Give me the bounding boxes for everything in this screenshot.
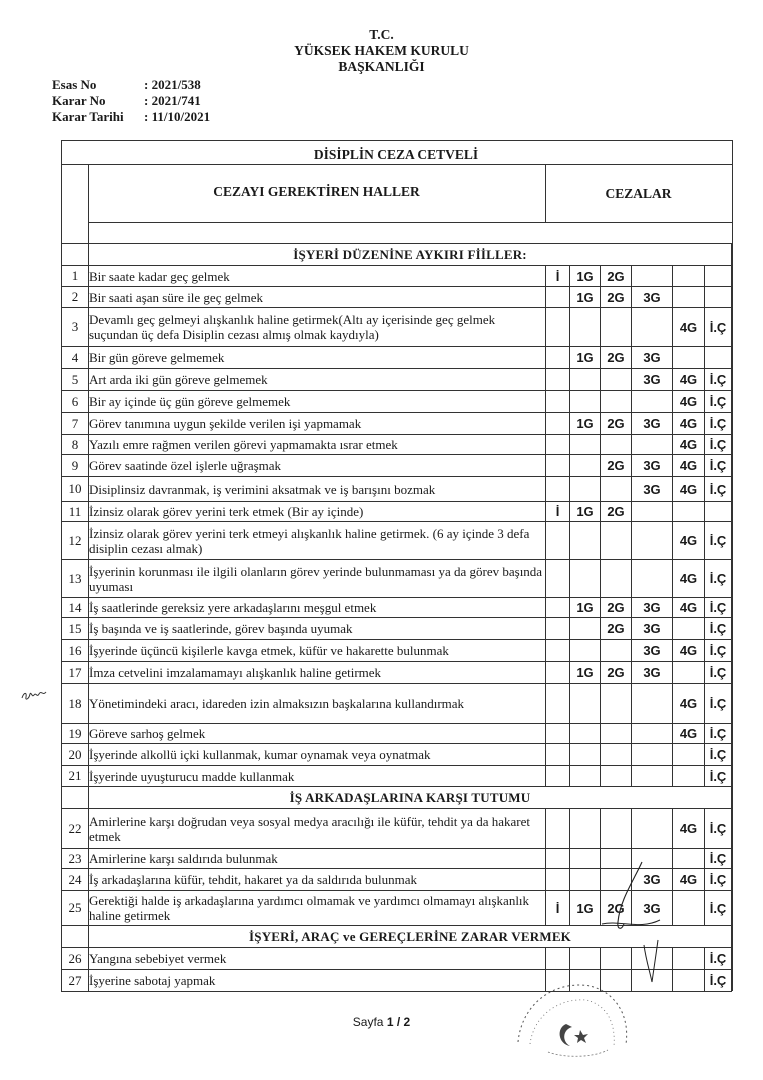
penalty-cell	[705, 287, 732, 308]
penalty-cell	[570, 684, 601, 724]
penalty-cell	[546, 849, 570, 869]
penalty-cell: 4G	[673, 684, 705, 724]
penalty-cell: İ.Ç	[705, 640, 732, 662]
penalty-cell	[546, 435, 570, 455]
penalty-cell: 3G	[632, 477, 673, 502]
penalty-cell: 1G	[570, 502, 601, 522]
table-title: DİSİPLİN CEZA CETVELİ	[313, 147, 479, 162]
penalty-cell	[570, 560, 601, 598]
penalty-cell	[601, 684, 632, 724]
penalty-cell	[570, 477, 601, 502]
penalty-cell	[601, 308, 632, 347]
table-row	[62, 502, 732, 522]
penalty-cell	[632, 809, 673, 849]
penalty-cell: 4G	[673, 598, 705, 618]
violation-text: İzinsiz olarak görev yerini terk etmeyi alışkanlık haline getirmek. (6 ay içinde 3 defa disiplin cezası almak)	[89, 522, 546, 560]
penalty-cell	[546, 662, 570, 684]
penalty-cell	[546, 391, 570, 413]
page-label: Sayfa	[352, 1015, 384, 1029]
penalty-cell: İ.Ç	[705, 369, 732, 391]
table-row	[62, 391, 732, 413]
penalty-cell	[632, 266, 673, 287]
violation-text: Bir saate kadar geç gelmek	[89, 266, 546, 287]
violation-text: Devamlı geç gelmeyi alışkanlık haline getirmek(Altı ay içerisinde geç gelmek suçundan üç defa Disiplin cezası almış olmak kaydıyla)	[89, 308, 546, 347]
penalty-cell: İ.Ç	[705, 662, 732, 684]
penalty-cell: 4G	[673, 477, 705, 502]
penalty-cell: 3G	[632, 369, 673, 391]
penalty-cell: 1G	[570, 287, 601, 308]
violation-text: Bir saati aşan süre ile geç gelmek	[89, 287, 546, 308]
row-number: 8	[62, 435, 89, 455]
penalty-cell	[570, 435, 601, 455]
penalty-cell	[673, 766, 705, 787]
row-number: 22	[62, 809, 89, 849]
section-number-cell	[62, 244, 89, 266]
penalty-cell: 2G	[601, 455, 632, 477]
esas-no-value: : 2021/538	[144, 77, 201, 92]
penalty-cell	[570, 455, 601, 477]
penalty-cell	[570, 391, 601, 413]
header-institution: YÜKSEK HAKEM KURULU	[294, 43, 469, 58]
section-title: İŞYERİ DÜZENİNE AYKIRI FİİLLER:	[89, 244, 732, 266]
penalty-cell	[546, 369, 570, 391]
penalty-cell	[570, 308, 601, 347]
row-number: 6	[62, 391, 89, 413]
violation-text: İşyerinde alkollü içki kullanmak, kumar oynamak veya oynatmak	[89, 744, 546, 766]
penalty-cell	[705, 347, 732, 369]
row-number: 24	[62, 869, 89, 891]
violation-text: Görev saatinde özel işlerle uğraşmak	[89, 455, 546, 477]
row-number: 5	[62, 369, 89, 391]
table-row	[62, 662, 732, 684]
penalty-cell	[601, 809, 632, 849]
penalty-cell: İ.Ç	[705, 391, 732, 413]
penalty-cell: 4G	[673, 869, 705, 891]
penalty-cell	[705, 266, 732, 287]
violation-text: İmza cetvelini imzalamamayı alışkanlık haline getirmek	[89, 662, 546, 684]
page-footer	[0, 1015, 763, 1029]
header-divider	[88, 222, 732, 223]
penalty-cell	[546, 455, 570, 477]
penalty-cell	[673, 266, 705, 287]
row-number: 14	[62, 598, 89, 618]
penalty-cell: İ.Ç	[705, 477, 732, 502]
penalty-cell	[673, 744, 705, 766]
row-number: 10	[62, 477, 89, 502]
penalty-cell	[546, 413, 570, 435]
table-row	[62, 766, 732, 787]
penalty-cell: İ.Ç	[705, 891, 732, 926]
penalty-cell: İ.Ç	[705, 413, 732, 435]
penalty-cell	[601, 744, 632, 766]
section-title: İŞYERİ, ARAÇ ve GEREÇLERİNE ZARAR VERMEK	[89, 926, 732, 948]
penalty-cell: 3G	[632, 598, 673, 618]
penalty-cell: 3G	[632, 869, 673, 891]
penalty-cell: 3G	[632, 640, 673, 662]
penalty-cell: 3G	[632, 347, 673, 369]
penalty-cell: 4G	[673, 522, 705, 560]
penalty-cell: 4G	[673, 724, 705, 744]
section-number-cell	[62, 787, 89, 809]
penalty-cell	[546, 948, 570, 970]
row-number: 26	[62, 948, 89, 970]
karar-tarihi-label: Karar Tarihi	[52, 109, 124, 124]
penalty-cell	[632, 435, 673, 455]
row-number: 12	[62, 522, 89, 560]
table-row	[62, 618, 732, 640]
penalty-cell	[546, 766, 570, 787]
violation-text: Bir gün göreve gelmemek	[89, 347, 546, 369]
penalty-cell: İ	[546, 266, 570, 287]
penalty-cell	[601, 766, 632, 787]
karar-no-label: Karar No	[52, 93, 106, 108]
penalty-cell	[570, 369, 601, 391]
table-row	[62, 809, 732, 849]
penalty-cell: 3G	[632, 413, 673, 435]
penalty-cell	[601, 522, 632, 560]
violation-text: Disiplinsiz davranmak, iş verimini aksatmak ve iş barışını bozmak	[89, 477, 546, 502]
table-row	[62, 435, 732, 455]
penalty-cell: 2G	[601, 662, 632, 684]
penalty-cell	[570, 809, 601, 849]
karar-tarihi-value: : 11/10/2021	[144, 109, 211, 124]
table-row	[62, 266, 732, 287]
penalty-cell: 4G	[673, 640, 705, 662]
penalty-cell: İ.Ç	[705, 618, 732, 640]
penalty-cell	[705, 502, 732, 522]
violation-text: İş saatlerinde gereksiz yere arkadaşlarını meşgul etmek	[89, 598, 546, 618]
penalty-cell	[673, 347, 705, 369]
penalty-cell	[601, 724, 632, 744]
column-header-haller: CEZAYI GEREKTİREN HALLER	[213, 184, 420, 199]
table-row	[62, 744, 732, 766]
penalty-cell: 2G	[601, 598, 632, 618]
penalty-cell: İ.Ç	[705, 809, 732, 849]
row-number: 20	[62, 744, 89, 766]
table-row	[62, 308, 732, 347]
margin-initials	[20, 686, 48, 704]
penalty-cell	[601, 560, 632, 598]
penalty-cell: 1G	[570, 413, 601, 435]
penalty-cell: İ.Ç	[705, 560, 732, 598]
penalty-cell: 2G	[601, 266, 632, 287]
penalty-cell	[632, 560, 673, 598]
violation-text: Göreve sarhoş gelmek	[89, 724, 546, 744]
row-number: 18	[62, 684, 89, 724]
row-number: 17	[62, 662, 89, 684]
penalty-cell: 1G	[570, 347, 601, 369]
penalty-cell	[570, 766, 601, 787]
penalty-cell	[546, 477, 570, 502]
column-header-cezalar: CEZALAR	[605, 186, 672, 201]
penalty-cell	[632, 744, 673, 766]
penalty-cell: 1G	[570, 266, 601, 287]
header-tc: T.C.	[369, 27, 394, 42]
penalty-cell	[546, 618, 570, 640]
penalty-cell: İ	[546, 502, 570, 522]
penalty-cell	[632, 308, 673, 347]
header-presidency: BAŞKANLIĞI	[338, 59, 425, 74]
table-row	[62, 640, 732, 662]
table-row	[62, 522, 732, 560]
penalty-cell: 4G	[673, 369, 705, 391]
penalty-cell	[570, 618, 601, 640]
penalty-cell	[546, 684, 570, 724]
violation-text: Bir ay içinde üç gün göreve gelmemek	[89, 391, 546, 413]
penalty-cell: İ.Ç	[705, 849, 732, 869]
table-row	[62, 455, 732, 477]
karar-no-value: : 2021/741	[144, 93, 201, 108]
karar-tarihi-line	[52, 109, 210, 125]
pen-signature-marks	[590, 860, 680, 985]
penalty-cell: İ.Ç	[705, 766, 732, 787]
table-row	[62, 684, 732, 724]
row-number: 15	[62, 618, 89, 640]
penalty-cell: 2G	[601, 891, 632, 926]
penalty-cell: 2G	[601, 287, 632, 308]
penalty-cell: 3G	[632, 618, 673, 640]
section-header-row	[62, 787, 732, 809]
penalty-cell	[546, 308, 570, 347]
penalty-cell	[546, 560, 570, 598]
penalty-cell	[601, 477, 632, 502]
penalty-cell: 4G	[673, 435, 705, 455]
penalty-cell: 2G	[601, 618, 632, 640]
penalty-cell: 3G	[632, 891, 673, 926]
penalty-cell: 4G	[673, 809, 705, 849]
row-number: 2	[62, 287, 89, 308]
table-row	[62, 413, 732, 435]
penalty-cell: İ.Ç	[705, 869, 732, 891]
penalty-cell	[632, 724, 673, 744]
row-number: 16	[62, 640, 89, 662]
violation-text: İş arkadaşlarına küfür, tehdit, hakaret ya da saldırıda bulunmak	[89, 869, 546, 891]
violation-text: İşyerinde uyuşturucu madde kullanmak	[89, 766, 546, 787]
row-number: 19	[62, 724, 89, 744]
title-divider	[61, 164, 732, 165]
penalty-cell: 1G	[570, 598, 601, 618]
violation-text: İşyerinin korunması ile ilgili olanların görev yerinde bulunmaması ya da görev başında uyuması	[89, 560, 546, 598]
section-header-row	[62, 244, 732, 266]
penalty-cell: 4G	[673, 560, 705, 598]
penalty-cell: İ.Ç	[705, 598, 732, 618]
penalty-cell	[546, 522, 570, 560]
penalty-cell	[632, 684, 673, 724]
table-row	[62, 347, 732, 369]
esas-no-line	[52, 77, 201, 93]
violation-text: Amirlerine karşı doğrudan veya sosyal medya aracılığı ile küfür, tehdit ya da hakaret etmek	[89, 809, 546, 849]
violation-text: İzinsiz olarak görev yerini terk etmek (Bir ay içinde)	[89, 502, 546, 522]
row-number: 23	[62, 849, 89, 869]
row-number: 21	[62, 766, 89, 787]
penalty-cell: İ.Ç	[705, 308, 732, 347]
row-number: 25	[62, 891, 89, 926]
penalty-cell	[673, 287, 705, 308]
penalty-cell: İ.Ç	[705, 684, 732, 724]
table-row	[62, 560, 732, 598]
penalty-cell	[546, 287, 570, 308]
table-row	[62, 598, 732, 618]
violation-text: Görev tanımına uygun şekilde verilen işi yapmamak	[89, 413, 546, 435]
penalty-cell	[546, 744, 570, 766]
penalty-cell	[632, 766, 673, 787]
violation-text: İş başında ve iş saatlerinde, görev başında uyumak	[89, 618, 546, 640]
violation-text: Art arda iki gün göreve gelmemek	[89, 369, 546, 391]
penalty-cell	[632, 522, 673, 560]
penalty-cell	[546, 640, 570, 662]
section-title: İŞ ARKADAŞLARINA KARŞI TUTUMU	[89, 787, 732, 809]
violation-text: Yangına sebebiyet vermek	[89, 948, 546, 970]
row-number: 13	[62, 560, 89, 598]
penalty-cell	[546, 809, 570, 849]
penalty-cell: İ.Ç	[705, 744, 732, 766]
row-number: 3	[62, 308, 89, 347]
row-number: 7	[62, 413, 89, 435]
violation-text: İşyerine sabotaj yapmak	[89, 970, 546, 992]
penalty-cell	[546, 869, 570, 891]
table-row	[62, 287, 732, 308]
row-number: 1	[62, 266, 89, 287]
penalty-cell: İ.Ç	[705, 455, 732, 477]
table-row	[62, 477, 732, 502]
esas-no-label: Esas No	[52, 77, 97, 92]
page-number: 1 / 2	[386, 1015, 411, 1029]
karar-no-line	[52, 93, 201, 109]
penalty-cell	[570, 640, 601, 662]
number-column-header	[61, 164, 89, 244]
violation-text: İşyerinde üçüncü kişilerle kavga etmek, küfür ve hakarette bulunmak	[89, 640, 546, 662]
row-number: 9	[62, 455, 89, 477]
penalty-cell	[570, 744, 601, 766]
penalty-cell	[673, 662, 705, 684]
section-number-cell	[62, 926, 89, 948]
penalty-cell	[546, 347, 570, 369]
violation-text: Gerektiği halde iş arkadaşlarına yardımcı olmamak ve yardımcı olmamayı alışkanlık haline getirmek	[89, 891, 546, 926]
penalty-cell	[570, 724, 601, 744]
penalty-cell	[601, 391, 632, 413]
penalty-cell: 3G	[632, 662, 673, 684]
penalty-cell: 1G	[570, 662, 601, 684]
penalty-cell: İ.Ç	[705, 522, 732, 560]
penalty-cell: 3G	[632, 455, 673, 477]
violation-text: Amirlerine karşı saldırıda bulunmak	[89, 849, 546, 869]
penalty-cell: İ.Ç	[705, 435, 732, 455]
table-row	[62, 369, 732, 391]
penalty-cell	[632, 502, 673, 522]
penalty-cell	[570, 522, 601, 560]
row-number: 4	[62, 347, 89, 369]
penalty-cell	[673, 502, 705, 522]
penalty-cell: 4G	[673, 413, 705, 435]
penalty-cell: İ.Ç	[705, 948, 732, 970]
penalty-cell	[601, 435, 632, 455]
penalty-cell	[601, 640, 632, 662]
table-row	[62, 724, 732, 744]
penalty-cell: İ.Ç	[705, 970, 732, 992]
penalty-cell: 2G	[601, 347, 632, 369]
violation-text: Yönetimindeki aracı, idareden izin almaksızın başkalarına kullandırmak	[89, 684, 546, 724]
penalty-cell	[673, 618, 705, 640]
penalty-cell: 1G	[570, 891, 601, 926]
penalty-cell: İ	[546, 891, 570, 926]
penalty-cell: 4G	[673, 308, 705, 347]
row-number: 11	[62, 502, 89, 522]
penalty-cell: 4G	[673, 391, 705, 413]
penalty-cell: 2G	[601, 502, 632, 522]
penalty-cell: 3G	[632, 287, 673, 308]
penalty-cell	[632, 391, 673, 413]
violation-text: Yazılı emre rağmen verilen görevi yapmamakta ısrar etmek	[89, 435, 546, 455]
penalty-cell: 2G	[601, 413, 632, 435]
penalty-cell	[546, 724, 570, 744]
row-number: 27	[62, 970, 89, 992]
penalty-cell: İ.Ç	[705, 724, 732, 744]
penalty-cell	[601, 369, 632, 391]
penalty-cell	[546, 598, 570, 618]
penalty-cell: 4G	[673, 455, 705, 477]
